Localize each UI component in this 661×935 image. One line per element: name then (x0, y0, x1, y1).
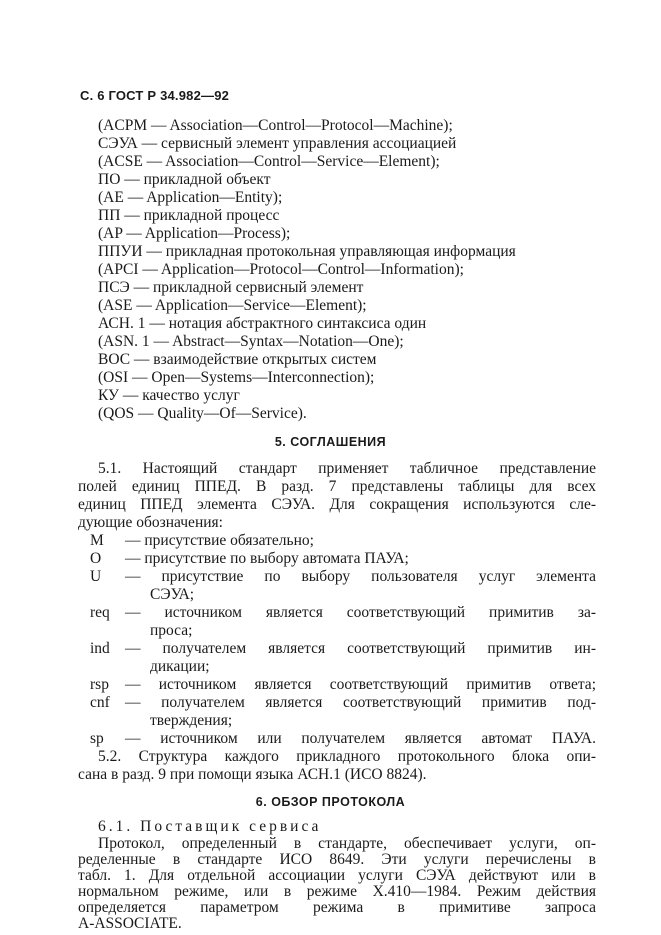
paragraph-line: Протокол, определенный в стандарте, обеспечивает услуги, оп- (98, 835, 596, 852)
abbreviation-line: (APCI — Application—Protocol—Control—Information); (98, 261, 464, 278)
paragraph-line: табл. 1. Для отдельной ассоциации услуги СЭУА действуют или в (78, 867, 596, 884)
abbreviation-line: (ASN. 1 — Abstract—Syntax—Notation—One); (98, 333, 404, 350)
abbreviation-line: ППУИ — прикладная протокольная управляющая информация (98, 243, 516, 260)
notation-definition: — присутствие обязательно; (125, 532, 314, 549)
notation-definition: СЭУА; (150, 586, 195, 603)
abbreviation-line: ПО — прикладной объект (98, 171, 271, 188)
abbreviation-line: СЭУА — сервисный элемент управления ассоциацией (98, 135, 457, 152)
paragraph-line: 5.2. Структура каждого прикладного протокольного блока опи- (98, 748, 596, 765)
notation-code: M (90, 532, 104, 549)
paragraph-line: определяется параметром режима в примитиве запроса (78, 899, 596, 916)
notation-definition: — источником является соответствующий примитив ответа; (125, 676, 596, 693)
notation-definition: проса; (150, 622, 193, 639)
notation-code: U (90, 568, 102, 585)
notation-code: ind (90, 640, 110, 657)
paragraph-line: A-ASSOCIATE. (78, 915, 182, 932)
notation-code: sp (90, 730, 104, 747)
abbreviation-line: (AP — Application—Process); (98, 225, 291, 242)
notation-code: req (90, 604, 110, 621)
paragraph-line: единиц ППЕД элемента СЭУА. Для сокращения используются сле- (78, 496, 596, 513)
abbreviation-line: (ASE — Application—Service—Element); (98, 297, 367, 314)
notation-definition: тверждения; (150, 712, 233, 729)
subsection-heading: 6.1. Поставщик сервиса (98, 818, 322, 835)
abbreviation-line: (AE — Application—Entity); (98, 189, 283, 206)
section-heading: 5. СОГЛАШЕНИЯ (274, 435, 387, 449)
notation-definition: — получателем является соответствующий примитив ин- (125, 640, 596, 657)
notation-code: O (90, 550, 102, 567)
abbreviation-line: (OSI — Open—Systems—Interconnection); (98, 369, 375, 386)
abbreviation-line: (ACPM — Association—Control—Protocol—Machine); (98, 117, 453, 134)
notation-definition: дикации; (150, 658, 210, 675)
section-heading: 6. ОБЗОР ПРОТОКОЛА (255, 795, 406, 809)
abbreviation-line: ПП — прикладной процесс (98, 207, 280, 224)
paragraph-line: 5.1. Настоящий стандарт применяет табличное представление (98, 460, 596, 477)
paragraph-line: полей единиц ППЕД. В разд. 7 представлены таблицы для всех (78, 478, 596, 495)
paragraph-line: дующие обозначения: (78, 514, 223, 531)
abbreviation-line: ПСЭ — прикладной сервисный элемент (98, 279, 364, 296)
paragraph-line: ределенные в стандарте ИСО 8649. Эти услуги перечислены в (78, 851, 596, 868)
notation-code: rsp (90, 676, 109, 693)
paragraph-line: сана в разд. 9 при помощи языка АСН.1 (ИСО 8824). (78, 766, 427, 783)
notation-code: cnf (90, 694, 110, 711)
notation-definition: — получателем является соответствующий примитив под- (125, 694, 596, 711)
page-header: С. 6 ГОСТ Р 34.982—92 (80, 88, 230, 103)
abbreviation-line: КУ — качество услуг (98, 387, 240, 404)
notation-definition: — присутствие по выбору автомата ПАУА; (125, 550, 409, 567)
abbreviation-line: ВОС — взаимодействие открытых систем (98, 351, 377, 368)
abbreviation-line: (QOS — Quality—Of—Service). (98, 405, 307, 422)
abbreviation-line: АСН. 1 — нотация абстрактного синтаксиса один (98, 315, 427, 332)
notation-definition: — источником является соответствующий примитив за- (125, 604, 596, 621)
notation-definition: — присутствие по выбору пользователя услуг элемента (125, 568, 596, 585)
notation-definition: — источником или получателем является автомат ПАУА. (125, 730, 596, 747)
paragraph-line: нормальном режиме, или в режиме Х.410—1984. Режим действия (78, 883, 596, 900)
abbreviation-line: (ACSE — Association—Control—Service—Element); (98, 153, 440, 170)
